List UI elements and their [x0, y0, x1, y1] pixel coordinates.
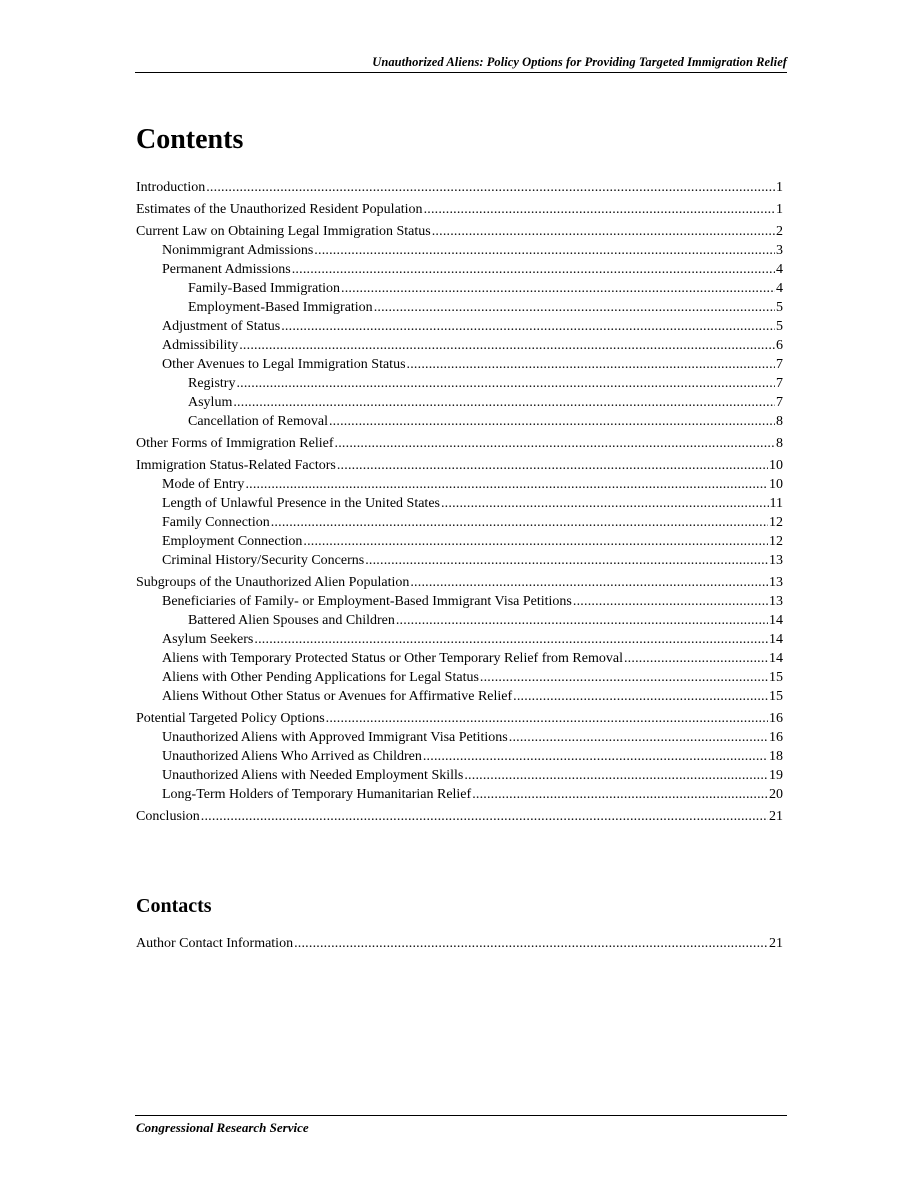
toc-entry-title: Employment Connection: [162, 534, 303, 549]
toc-entry[interactable]: [136, 456, 783, 475]
dot-leader: [441, 494, 769, 513]
dot-leader: [464, 766, 768, 785]
toc-entry-title: Battered Alien Spouses and Children: [188, 613, 395, 628]
dot-leader: [624, 649, 768, 668]
toc-entry-title: Aliens with Other Pending Applications for Legal Status: [162, 670, 479, 685]
toc-entry[interactable]: [136, 222, 783, 241]
toc-entry-title: Cancellation of Removal: [188, 414, 328, 429]
toc-entry[interactable]: [136, 494, 783, 513]
toc-entry-page: 12: [769, 515, 783, 530]
toc-entry-page: 8: [776, 414, 783, 429]
toc-entry-page: 10: [769, 458, 783, 473]
toc-entry-title: Current Law on Obtaining Legal Immigration Status: [136, 224, 431, 239]
toc-entry-title: Adjustment of Status: [162, 319, 281, 334]
toc-entry-page: 19: [769, 768, 783, 783]
toc-entry[interactable]: [136, 747, 783, 766]
toc-entry-title: Long-Term Holders of Temporary Humanitarian Relief: [162, 787, 472, 802]
toc-entry-page: 15: [769, 689, 783, 704]
toc-entry-page: 12: [769, 534, 783, 549]
dot-leader: [292, 260, 775, 279]
toc-entry[interactable]: [136, 785, 783, 804]
toc-entry-title: Other Avenues to Legal Immigration Status: [162, 357, 406, 372]
table-of-contents: [136, 178, 783, 826]
toc-entry[interactable]: [136, 649, 783, 668]
toc-entry[interactable]: [136, 766, 783, 785]
dot-leader: [303, 532, 768, 551]
toc-entry-title: Criminal History/Security Concerns: [162, 553, 365, 568]
dot-leader: [396, 611, 768, 630]
dot-leader: [513, 687, 768, 706]
dot-leader: [365, 551, 768, 570]
dot-leader: [239, 336, 775, 355]
toc-entry[interactable]: [136, 475, 783, 494]
toc-entry-title: Potential Targeted Policy Options: [136, 711, 325, 726]
toc-entry[interactable]: [136, 934, 783, 953]
toc-entry[interactable]: [136, 532, 783, 551]
dot-leader: [254, 630, 768, 649]
toc-entry-title: Permanent Admissions: [162, 262, 291, 277]
toc-entry[interactable]: [136, 611, 783, 630]
dot-leader: [423, 747, 768, 766]
dot-leader: [281, 317, 775, 336]
toc-entry-title: Employment-Based Immigration: [188, 300, 373, 315]
toc-entry[interactable]: [136, 551, 783, 570]
toc-entry-page: 2: [776, 224, 783, 239]
toc-entry-page: 21: [769, 936, 783, 951]
toc-entry-title: Aliens Without Other Status or Avenues for Affirmative Relief: [162, 689, 513, 704]
toc-entry-title: Unauthorized Aliens with Approved Immigrant Visa Petitions: [162, 730, 508, 745]
header-rule: [135, 72, 787, 73]
toc-entry[interactable]: [136, 355, 783, 374]
toc-entry-title: Family-Based Immigration: [188, 281, 341, 296]
dot-leader: [233, 393, 775, 412]
toc-entry-title: Mode of Entry: [162, 477, 245, 492]
contacts-list: [136, 934, 783, 953]
toc-entry-page: 15: [769, 670, 783, 685]
toc-entry-title: Aliens with Temporary Protected Status or Other Temporary Relief from Removal: [162, 651, 623, 666]
toc-entry[interactable]: [136, 513, 783, 532]
dot-leader: [424, 200, 775, 219]
toc-entry[interactable]: [136, 668, 783, 687]
toc-entry[interactable]: [136, 573, 783, 592]
toc-entry[interactable]: [136, 412, 783, 431]
toc-entry-page: 13: [769, 594, 783, 609]
toc-entry[interactable]: [136, 374, 783, 393]
toc-entry-page: 16: [769, 711, 783, 726]
toc-entry-page: 18: [769, 749, 783, 764]
contents-heading: Contents: [136, 124, 244, 155]
toc-entry-page: 14: [769, 632, 783, 647]
toc-entry-page: 1: [776, 180, 783, 195]
dot-leader: [407, 355, 775, 374]
toc-entry-title: Introduction: [136, 180, 206, 195]
dot-leader: [329, 412, 775, 431]
dot-leader: [337, 456, 768, 475]
toc-entry[interactable]: [136, 317, 783, 336]
toc-entry[interactable]: [136, 709, 783, 728]
dot-leader: [335, 434, 775, 453]
dot-leader: [326, 709, 768, 728]
toc-entry-title: Family Connection: [162, 515, 270, 530]
dot-leader: [480, 668, 768, 687]
dot-leader: [236, 374, 775, 393]
toc-entry-title: Unauthorized Aliens Who Arrived as Children: [162, 749, 422, 764]
dot-leader: [432, 222, 775, 241]
toc-entry-page: 7: [776, 395, 783, 410]
toc-entry-title: Asylum: [188, 395, 233, 410]
toc-entry[interactable]: [136, 630, 783, 649]
toc-entry-title: Other Forms of Immigration Relief: [136, 436, 334, 451]
toc-entry-page: 14: [769, 651, 783, 666]
toc-entry-page: 10: [769, 477, 783, 492]
dot-leader: [509, 728, 768, 747]
toc-entry-page: 16: [769, 730, 783, 745]
toc-entry-title: Beneficiaries of Family- or Employment-Based Immigrant Visa Petitions: [162, 594, 572, 609]
toc-entry[interactable]: [136, 200, 783, 219]
toc-entry[interactable]: [136, 728, 783, 747]
dot-leader: [374, 298, 775, 317]
toc-entry[interactable]: [136, 241, 783, 260]
dot-leader: [271, 513, 768, 532]
dot-leader: [294, 934, 768, 953]
dot-leader: [206, 178, 775, 197]
dot-leader: [245, 475, 768, 494]
toc-entry-title: Conclusion: [136, 809, 200, 824]
dot-leader: [472, 785, 768, 804]
toc-entry[interactable]: [136, 687, 783, 706]
toc-entry-title: Estimates of the Unauthorized Resident Population: [136, 202, 423, 217]
toc-entry-page: 11: [769, 496, 783, 511]
toc-entry-page: 4: [776, 262, 783, 277]
toc-entry-title: Registry: [188, 376, 236, 391]
toc-entry-page: 13: [769, 553, 783, 568]
contacts-heading: Contacts: [136, 895, 212, 917]
dot-leader: [410, 573, 768, 592]
toc-entry[interactable]: [136, 279, 783, 298]
toc-entry-title: Length of Unlawful Presence in the United States: [162, 496, 440, 511]
dot-leader: [341, 279, 775, 298]
toc-entry-page: 14: [769, 613, 783, 628]
toc-entry-title: Immigration Status-Related Factors: [136, 458, 336, 473]
toc-entry-page: 8: [776, 436, 783, 451]
dot-leader: [573, 592, 768, 611]
toc-entry-title: Unauthorized Aliens with Needed Employment Skills: [162, 768, 464, 783]
toc-entry[interactable]: [136, 592, 783, 611]
toc-entry[interactable]: [136, 298, 783, 317]
running-header: Unauthorized Aliens: Policy Options for Providing Targeted Immigration Relief: [372, 55, 787, 69]
toc-entry-page: 21: [769, 809, 783, 824]
toc-entry-title: Subgroups of the Unauthorized Alien Population: [136, 575, 410, 590]
dot-leader: [201, 807, 768, 826]
running-footer: Congressional Research Service: [136, 1120, 309, 1135]
footer-rule: [135, 1115, 787, 1116]
toc-entry[interactable]: [136, 260, 783, 279]
toc-entry-page: 20: [769, 787, 783, 802]
toc-entry-page: 1: [776, 202, 783, 217]
toc-entry-page: 5: [776, 319, 783, 334]
toc-entry-page: 3: [776, 243, 783, 258]
toc-entry-page: 5: [776, 300, 783, 315]
toc-entry-title: Admissibility: [162, 338, 239, 353]
toc-entry-page: 7: [776, 376, 783, 391]
toc-entry-title: Author Contact Information: [136, 936, 294, 951]
toc-entry-title: Asylum Seekers: [162, 632, 254, 647]
toc-entry[interactable]: [136, 393, 783, 412]
dot-leader: [314, 241, 775, 260]
toc-entry-page: 13: [769, 575, 783, 590]
toc-entry[interactable]: [136, 434, 783, 453]
toc-entry[interactable]: [136, 178, 783, 197]
toc-entry-page: 4: [776, 281, 783, 296]
toc-entry[interactable]: [136, 336, 783, 355]
toc-entry-title: Nonimmigrant Admissions: [162, 243, 314, 258]
toc-entry[interactable]: [136, 807, 783, 826]
toc-entry-page: 7: [776, 357, 783, 372]
toc-entry-page: 6: [776, 338, 783, 353]
